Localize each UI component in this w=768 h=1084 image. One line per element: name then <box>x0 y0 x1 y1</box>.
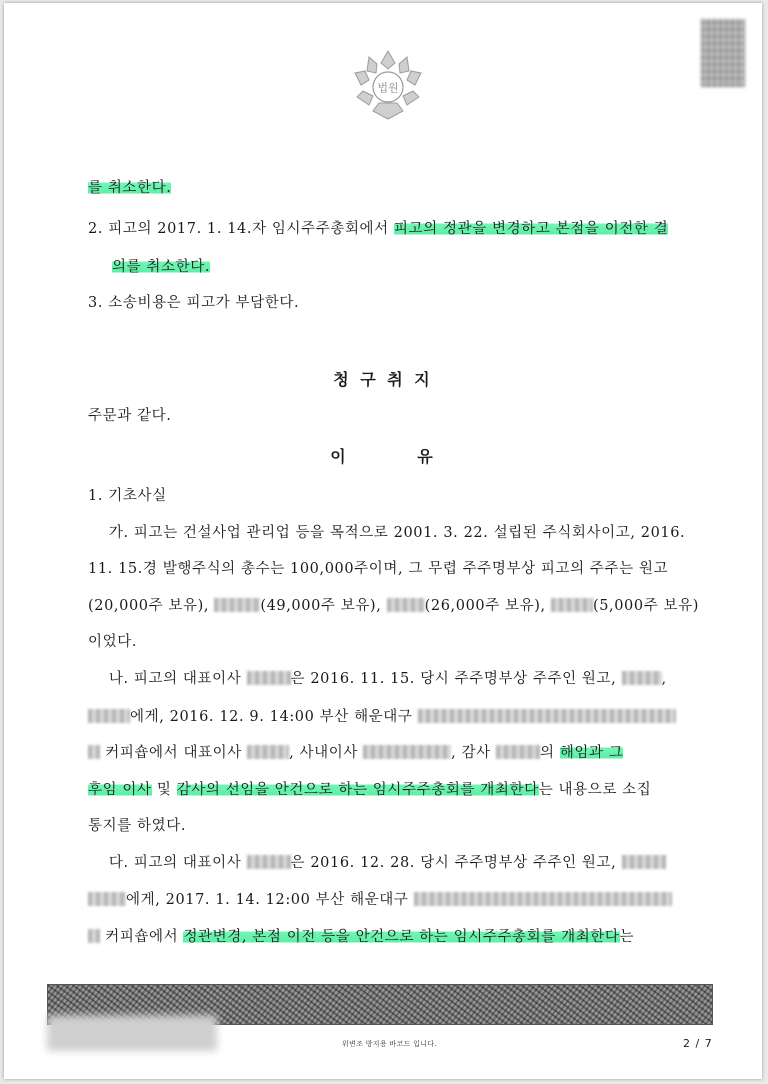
text-segment: 는 <box>619 929 635 945</box>
redacted-name <box>418 709 676 723</box>
redacted-name <box>247 855 291 869</box>
text-segment: 3. 소송비용은 피고가 부담한다. <box>88 295 300 311</box>
text-segment: 2. 피고의 2017. 1. 14.자 임시주주총회에서 <box>88 221 394 237</box>
court-emblem-icon <box>349 49 427 121</box>
svg-text:법원: 법원 <box>377 81 399 95</box>
text-line <box>88 178 171 198</box>
text-segment: (20,000주 보유), <box>88 598 215 614</box>
text-line <box>88 853 666 873</box>
text-line <box>88 669 667 689</box>
text-line <box>112 257 210 277</box>
text-line <box>88 219 668 239</box>
text-line <box>88 707 676 727</box>
redacted-name <box>496 745 540 759</box>
highlighted-text: 정관변경, 본점 이전 등을 안건으로 하는 임시주주총회를 개최한다 <box>183 929 620 945</box>
redacted-name <box>88 709 130 723</box>
redacted-name <box>247 671 291 685</box>
barcode-note: 위변조 방지용 바코드 입니다. <box>342 1040 437 1048</box>
section-heading: 청 구 취 지 <box>333 370 433 389</box>
redacted-name <box>214 598 260 612</box>
document-page <box>4 3 762 1079</box>
redacted-name <box>247 745 289 759</box>
text-segment: 에게, 2016. 12. 9. 14:00 부산 해운대구 <box>130 709 418 725</box>
text-segment: 은 2016. 11. 15. 당시 주주명부상 주주인 원고, <box>290 671 622 687</box>
text-segment: 통지를 하였다. <box>88 818 187 834</box>
text-segment: , 감사 <box>451 745 496 761</box>
text-line <box>88 559 668 579</box>
text-line <box>88 927 634 947</box>
highlighted-text: 후임 이사 <box>88 782 152 798</box>
page-number: 2 / 7 <box>683 1037 713 1050</box>
text-segment: 의 <box>540 745 560 761</box>
text-segment: 나. 피고의 대표이사 <box>88 671 247 687</box>
highlighted-text: 감사의 선임을 안건으로 하는 임시주주총회를 개최한다 <box>176 782 539 798</box>
qr-code <box>701 19 745 87</box>
redacted-name <box>88 745 100 759</box>
text-line <box>88 743 623 763</box>
redacted-name <box>88 892 126 906</box>
text-line <box>88 293 299 313</box>
redacted-name <box>551 598 593 612</box>
redacted-name <box>414 892 672 906</box>
text-segment: 11. 15.경 발행주식의 총수는 100,000주이며, 그 무렵 주주명부상 피고의 주주는 원고 <box>88 561 669 577</box>
text-segment: , 사내이사 <box>289 745 364 761</box>
text-segment: 1. 기초사실 <box>88 488 167 504</box>
redacted-name <box>622 855 666 869</box>
text-segment: (5,000주 보유) <box>592 598 699 614</box>
highlighted-text: 해임과 그 <box>559 745 624 761</box>
text-segment: 다. 피고의 대표이사 <box>88 855 247 871</box>
text-line <box>88 406 171 426</box>
redacted-name <box>88 929 100 943</box>
text-segment: 주문과 같다. <box>88 408 172 424</box>
text-segment: 커피숍에서 <box>100 929 184 945</box>
text-segment: 에게, 2017. 1. 14. 12:00 부산 해운대구 <box>126 892 414 908</box>
text-segment: 커피숍에서 대표이사 <box>100 745 248 761</box>
text-segment: 가. 피고는 건설사업 관리업 등을 목적으로 2001. 3. 22. 설립된 주식회사이고, 2016. <box>88 525 686 541</box>
text-segment: 는 내용으로 소집 <box>538 782 652 798</box>
text-line <box>88 890 672 910</box>
redacted-footer-block <box>47 1015 217 1051</box>
redacted-name <box>622 671 662 685</box>
text-segment: (26,000주 보유), <box>424 598 551 614</box>
text-line <box>88 486 167 506</box>
redacted-name <box>387 598 425 612</box>
text-segment: 은 2016. 12. 28. 당시 주주명부상 주주인 원고, <box>290 855 622 871</box>
text-line <box>88 632 137 652</box>
text-segment: 및 <box>151 782 177 798</box>
text-line <box>88 596 699 616</box>
text-line <box>88 816 186 836</box>
section-heading: 이 유 <box>330 447 436 466</box>
highlighted-text: 의를 취소한다. <box>112 259 211 275</box>
redacted-name <box>363 745 451 759</box>
text-line <box>88 780 651 800</box>
text-line <box>88 523 685 543</box>
highlighted-text: 를 취소한다. <box>88 180 172 196</box>
text-segment: , <box>661 671 667 687</box>
text-segment: (49,000주 보유), <box>260 598 387 614</box>
text-segment: 이었다. <box>88 634 138 650</box>
highlighted-text: 피고의 정관을 변경하고 본점을 이전한 결 <box>393 221 669 237</box>
